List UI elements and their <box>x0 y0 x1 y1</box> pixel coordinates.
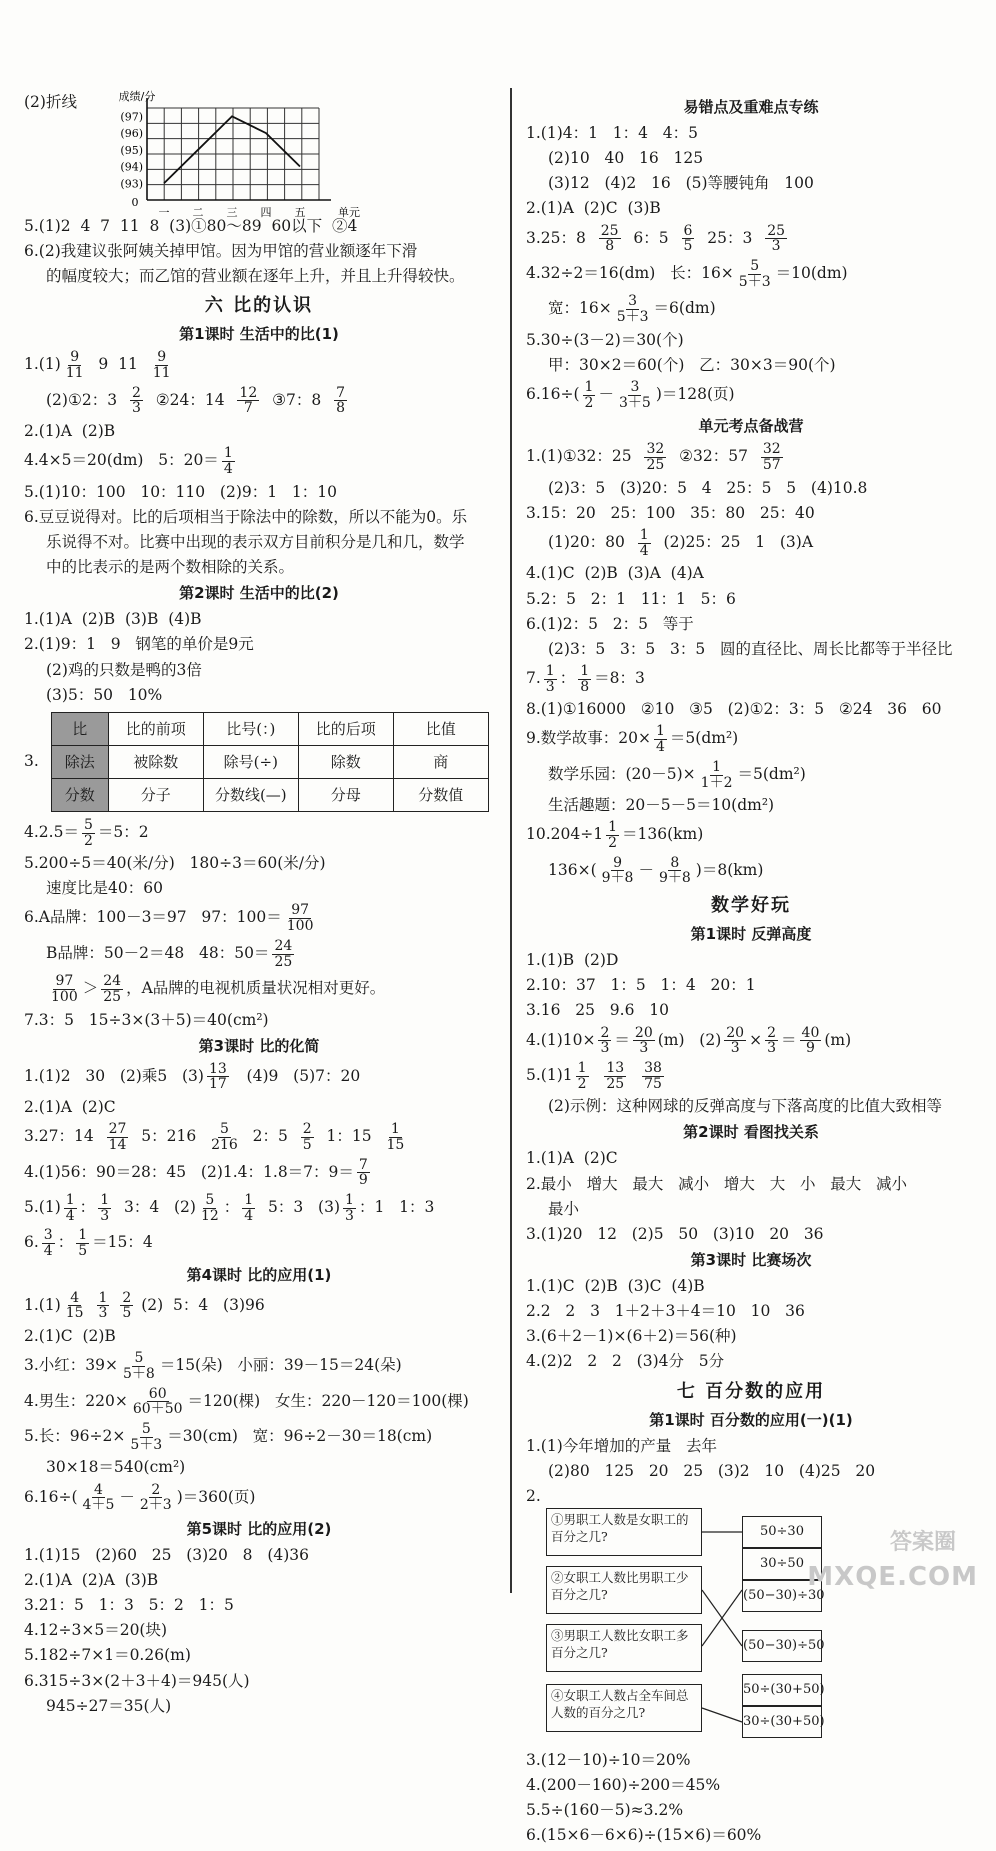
text-line: 5.182÷7×1＝0.26(m) <box>24 1646 191 1665</box>
text-line: 2.(1)A (2)A (3)B <box>24 1571 159 1590</box>
x-axis-label: 单元 <box>337 206 360 219</box>
question-number: 3. <box>24 752 39 771</box>
section-title: 单元考点备战营 <box>698 417 804 436</box>
text-line: 4.(2)2 2 2 (3)4分 5分 <box>526 1352 725 1371</box>
text-line: 1.(1)今年增加的产量 去年 <box>526 1436 718 1455</box>
fraction: $\frac{3}{3+5}$ <box>618 378 651 411</box>
fraction: $\frac{6}{5}$ <box>683 222 693 255</box>
y-axis-label: 成绩/分 <box>118 90 156 103</box>
fraction: $\frac{1}{4}$ <box>656 723 665 756</box>
table-cell: 分数值 <box>393 778 488 811</box>
fraction: $\frac{4}{15}$ <box>65 1289 84 1322</box>
text-line: 1.(1)A (2)C <box>526 1149 618 1168</box>
text-line: 5.200÷5＝40(米/分) 180÷3＝60(米/分) <box>24 854 326 873</box>
lesson-title: 第3课时 比的化简 <box>198 1036 320 1055</box>
text-line: 7.3：5 15÷3×(3＋5)＝40(cm²) <box>24 1010 269 1029</box>
text-line: (2)①2：3 $\frac{2}{3}$ ②24：14 $\frac{12}{7}$ ③7：8 $\frac{7}{8}$ <box>46 384 345 417</box>
text-line: 4.(1)56：90＝28：45 (2)1.4：1.8＝7：9＝ $\frac{7}{9}$ <box>24 1156 368 1189</box>
table-cell: 比的前项 <box>108 712 203 745</box>
text-line: 3.15：20 25：100 35：80 25：40 <box>526 503 815 522</box>
text-line: (2)示例：这种网球的反弹高度与下落高度的比值大致相等 <box>548 1097 942 1116</box>
text-line: 3.27：14 $\frac{27}{14}$ 5：216 $\frac{5}{216}$ 2：5 $\frac{2}{5}$ 1：15 $\frac{1}{15}$ <box>24 1121 405 1153</box>
text-line: 5.2：5 2：1 11：1 5：6 <box>526 589 736 608</box>
text-line: 3.16 25 9.6 10 <box>526 1001 669 1020</box>
ratio-table <box>51 712 489 812</box>
text-line: 最小 <box>548 1199 580 1218</box>
match-left-box: ④女职工人数占全车间总人数的百分之几? <box>546 1684 702 1732</box>
text-line: 3.小红：39× $\frac{5}{5+8}$ ＝15(朵) 小丽：39－15＝24(朵) <box>24 1350 402 1382</box>
match-right-box: 50÷30 <box>742 1516 822 1548</box>
fraction: $\frac{60}{60+50}$ <box>132 1385 183 1418</box>
y-tick-label: (93) <box>120 177 143 191</box>
text-line: 30×18＝540(cm²) <box>46 1458 186 1477</box>
text-line: 生活趣题：20－5－5＝10(dm²) <box>548 796 775 815</box>
text-line: 10.204÷1 $\frac{1}{2}$ ＝136(km) <box>526 819 704 852</box>
text-line: 6.A品牌：100－3＝97 97：100＝ $\frac{97}{100}$ <box>24 902 314 935</box>
text-line: 9.数学故事：20× $\frac{1}{4}$ ＝5(dm²) <box>526 723 739 756</box>
fraction: $\frac{2}{2+3}$ <box>139 1481 172 1514</box>
chapter-title: 六 比的认识 <box>204 295 314 317</box>
text-line: 2.(1)A (2)C (3)B <box>526 199 661 218</box>
text-line: 1.(1)15 (2)60 25 (3)20 8 (4)36 <box>24 1545 309 1564</box>
fraction: $\frac{5}{5+3}$ <box>130 1421 163 1453</box>
fraction: $\frac{24}{25}$ <box>274 937 293 970</box>
fraction: $\frac{9}{9+8}$ <box>601 854 634 887</box>
text-line: 7. $\frac{1}{3}$ ： $\frac{1}{8}$ ＝8：3 <box>526 662 645 695</box>
text-line: 3.(12－10)÷10＝20% <box>526 1750 691 1769</box>
text-line: 6.(2)我建议张阿姨关掉甲馆。因为甲馆的营业额逐年下滑 <box>24 242 418 261</box>
y-tick-label: (95) <box>120 143 143 157</box>
text-line: (3)5：50 10% <box>46 685 163 704</box>
section-title: 易错点及重难点专练 <box>683 98 819 116</box>
x-tick-label: 一 <box>158 206 170 219</box>
y-tick-label: (97) <box>120 110 143 124</box>
fraction: $\frac{5}{12}$ <box>200 1192 219 1224</box>
text-line: 5.5÷(160－5)≈3.2% <box>526 1801 684 1820</box>
text-line: 4.4×5＝20(dm) 5：20＝ $\frac{1}{4}$ <box>24 445 233 477</box>
text-line: 4.(1)10× $\frac{2}{3}$ ＝ $\frac{20}{3}$ (m) (2) $\frac{20}{3}$ × $\frac{2}{3}$ ＝ $\frac{40}{9}$ (m) <box>526 1024 852 1057</box>
fraction: $\frac{1}{1+2}$ <box>700 758 733 791</box>
text-line: 4.(1)C (2)B (3)A (4)A <box>526 564 704 583</box>
fraction: $\frac{2}{5}$ <box>302 1121 312 1153</box>
text-line: (2)鸡的只数是鸭的3倍 <box>46 660 202 679</box>
fraction: $\frac{38}{75}$ <box>644 1059 662 1092</box>
fraction: $\frac{3}{5+3}$ <box>616 293 649 325</box>
left-column <box>24 92 494 1721</box>
fraction: $\frac{97}{100}$ <box>286 902 314 935</box>
text-line: 3.21：5 1：3 5：2 1：5 <box>24 1596 234 1615</box>
table-cell: 除数 <box>298 745 393 778</box>
fraction: $\frac{1}{2}$ <box>584 378 594 411</box>
table-cell: 分子 <box>108 778 203 811</box>
text-line: 1.(1)B (2)D <box>526 951 619 970</box>
text-line: 4.(200－160)÷200＝45% <box>526 1776 721 1795</box>
fraction: $\frac{40}{9}$ <box>801 1024 820 1057</box>
fraction: $\frac{1}{3}$ <box>345 1192 354 1224</box>
x-tick-label: 五 <box>294 206 306 219</box>
fraction: $\frac{2}{3}$ <box>131 384 141 417</box>
lesson-title: 第1课时 生活中的比(1) <box>179 325 339 344</box>
text-line: 4.32÷2＝16(dm) 长：16× $\frac{5}{5+3}$ ＝10(dm) <box>526 257 848 290</box>
fraction: $\frac{25}{8}$ <box>600 222 619 255</box>
text-line: (2)80 125 20 25 (3)2 10 (4)25 20 <box>548 1461 876 1480</box>
text-line: 甲：30×2＝60(个) 乙：30×3＝90(个) <box>548 355 836 374</box>
table-cell: 商 <box>393 745 488 778</box>
fraction: $\frac{1}{2}$ <box>577 1059 587 1092</box>
text-line: (2)3：5 3：5 3：5 圆的直径比、周长比都等于半径比 <box>548 639 953 658</box>
match-right-box: 30÷(30+50) <box>742 1706 822 1738</box>
ratio-table-block <box>24 710 494 818</box>
fraction: $\frac{9}{11}$ <box>65 349 84 382</box>
series-line <box>164 116 300 183</box>
origin-label: 0 <box>131 196 139 209</box>
y-tick-label: (96) <box>120 127 143 141</box>
fraction: $\frac{1}{2}$ <box>608 819 618 852</box>
text-line: 2.最小 增大 最大 减小 增大 大 小 最大 减小 <box>526 1174 908 1193</box>
table-cell: 比 <box>51 712 108 745</box>
text-line: 5.(1) $\frac{1}{4}$ ： $\frac{1}{3}$ 3：4 (2) $\frac{5}{12}$ ： $\frac{1}{4}$ 5：3 (3) $\frac{1}{3}$ ：1 1：3 <box>24 1192 435 1224</box>
text-line: (2)3：5 (3)20：5 4 25：5 5 (4)10.8 <box>548 478 868 497</box>
fraction: $\frac{9}{11}$ <box>152 349 171 382</box>
lesson-title: 第2课时 看图找关系 <box>683 1123 819 1142</box>
text-line: 2.(1)A (2)C <box>24 1098 116 1117</box>
match-right-box: (50−30)÷30 <box>742 1580 822 1612</box>
fraction: $\frac{1}{4}$ <box>65 1192 75 1224</box>
table-cell: 分母 <box>298 778 393 811</box>
text-line: $\frac{97}{100}$ ＞ $\frac{24}{25}$ ，A品牌的电视机质量状况相对更好。 <box>51 973 386 1005</box>
text-line: 3.(1)20 12 (2)5 50 (3)10 20 36 <box>526 1224 824 1243</box>
x-tick-label: 三 <box>226 206 238 219</box>
fraction: $\frac{20}{3}$ <box>726 1024 745 1057</box>
fraction: $\frac{4}{4+5}$ <box>82 1481 115 1514</box>
table-cell: 分数线(—) <box>203 778 298 811</box>
text-line: 中的比表示的是两个数相除的关系。 <box>46 558 295 577</box>
fraction: $\frac{1}{3}$ <box>100 1192 110 1224</box>
text-line: 3.(6＋2－1)×(6＋2)＝56(种) <box>526 1327 737 1346</box>
chapter-title: 七 百分数的应用 <box>676 1380 826 1402</box>
fraction: $\frac{5}{5+3}$ <box>738 257 771 290</box>
fraction: $\frac{7}{8}$ <box>336 384 345 417</box>
fraction: $\frac{1}{3}$ <box>98 1289 108 1322</box>
fraction: $\frac{24}{25}$ <box>103 973 122 1005</box>
text-line: 4.男生：220× $\frac{60}{60+50}$ ＝120(棵) 女生：220－120＝100(棵) <box>24 1385 469 1418</box>
match-left-box: ①男职工人数是女职工的百分之几? <box>546 1508 702 1556</box>
fraction: $\frac{97}{100}$ <box>51 973 78 1005</box>
fraction: $\frac{1}{4}$ <box>244 1192 254 1224</box>
text-line: (2)10 40 16 125 <box>548 149 704 168</box>
y-tick-label: (94) <box>120 160 143 174</box>
fraction: $\frac{7}{9}$ <box>358 1156 368 1189</box>
text-line: 5.(1)1 $\frac{1}{2}$ $\frac{13}{25}$ $\frac{38}{75}$ <box>526 1059 662 1092</box>
text-line: 8.(1)①16000 ②10 ③5 (2)①2：3：5 ②24 36 60 <box>526 700 942 719</box>
table-cell: 分数 <box>51 778 108 811</box>
table-cell: 比号(：) <box>203 712 298 745</box>
text-line: 5.(1)10：100 10：110 (2)9：1 1：10 <box>24 482 337 501</box>
text-line: 136×( $\frac{9}{9+8}$ － $\frac{8}{9+8}$ )＝8(km) <box>548 854 764 887</box>
question-number: 2. <box>526 1486 541 1505</box>
fraction: $\frac{2}{5}$ <box>122 1289 132 1322</box>
text-line: 1.(1)2 30 (2)乘5 (3) $\frac{13}{17}$ (4)9 (5)7：20 <box>24 1060 361 1093</box>
fraction: $\frac{5}{2}$ <box>83 816 93 849</box>
watermark: MXQE.COM <box>807 1562 978 1592</box>
text-line: 1.(1) $\frac{9}{11}$ 9 11 $\frac{9}{11}$ <box>24 349 171 382</box>
text-line: 2.2 2 3 1＋2＋3＋4＝10 10 36 <box>526 1302 805 1321</box>
text-line: 5.30÷(3－2)＝30(个) <box>526 330 684 349</box>
fraction: $\frac{3}{4}$ <box>43 1227 53 1260</box>
fraction: $\frac{2}{3}$ <box>600 1024 610 1057</box>
match-right-box: (50−30)÷50 <box>742 1630 822 1662</box>
table-cell: 除号(÷) <box>203 745 298 778</box>
fraction: $\frac{32}{25}$ <box>646 441 665 474</box>
table-cell: 比值 <box>393 712 488 745</box>
text-line: 1.(1)①32：25 $\frac{32}{25}$ ②32：57 $\frac{32}{57}$ <box>526 441 781 474</box>
text-line: 的幅度较大；而乙馆的营业额在逐年上升，并且上升得较快。 <box>46 267 465 286</box>
x-tick-label: 二 <box>192 206 204 219</box>
match-right-box: 30÷50 <box>742 1548 822 1580</box>
text-line: 6.16÷( $\frac{4}{4+5}$ － $\frac{2}{2+3}$ )＝360(页) <box>24 1481 256 1514</box>
text-line: 1.(1)C (2)B (3)C (4)B <box>526 1276 705 1295</box>
text-line: 2.10：37 1：5 1：4 20：1 <box>526 976 756 995</box>
x-tick-label: 四 <box>260 206 272 219</box>
text-line: (1)20：80 $\frac{1}{4}$ (2)25：25 1 (3)A <box>548 527 814 559</box>
match-right-box: 50÷(30+50) <box>742 1674 822 1706</box>
fraction: $\frac{1}{4}$ <box>639 527 649 559</box>
text-line: 1.(1)A (2)B (3)B (4)B <box>24 610 202 629</box>
text-line: 宽：16× $\frac{3}{5+3}$ ＝6(dm) <box>548 293 716 325</box>
fraction: $\frac{5}{216}$ <box>211 1121 238 1153</box>
text-line: 2.(1)C (2)B <box>24 1327 116 1346</box>
text-line: 2.(1)A (2)B <box>24 422 116 441</box>
fraction: $\frac{1}{3}$ <box>545 662 555 695</box>
text-line: 1.(1)4：1 1：4 4：5 <box>526 124 698 142</box>
table-cell: 比的后项 <box>298 712 393 745</box>
fraction: $\frac{13}{25}$ <box>606 1059 625 1092</box>
text-line: (3)12 (4)2 16 (5)等腰钝角 100 <box>548 174 814 193</box>
text-line: 6.315÷3×(2＋3＋4)＝945(人) <box>24 1671 250 1690</box>
match-left-box: ②女职工人数比男职工少百分之几? <box>546 1566 702 1614</box>
text-line: 5.(1)2 4 7 11 8 (3)①80～89 60以下 ②4 <box>24 217 358 235</box>
fraction: $\frac{1}{4}$ <box>223 445 233 477</box>
match-left-box: ③男职工人数比女职工多百分之几? <box>546 1624 702 1672</box>
text-line: 2.(1)9：1 9 钢笔的单价是9元 <box>24 635 254 654</box>
text-line: 6.16÷( $\frac{1}{2}$ － $\frac{3}{3+5}$ )＝128(页) <box>526 378 735 411</box>
text-line: 数学乐园：(20－5)× $\frac{1}{1+2}$ ＝5(dm²) <box>548 758 806 791</box>
lesson-title: 第5课时 比的应用(2) <box>186 1519 332 1538</box>
table-cell: 被除数 <box>108 745 203 778</box>
lesson-title: 第1课时 反弹高度 <box>690 925 812 944</box>
text-line: 945÷27＝35(人) <box>46 1696 172 1715</box>
fraction: $\frac{13}{17}$ <box>208 1060 227 1093</box>
fraction: $\frac{8}{9+8}$ <box>658 854 691 887</box>
fraction: $\frac{1}{8}$ <box>580 662 590 695</box>
fraction: $\frac{20}{3}$ <box>634 1024 653 1057</box>
table-cell: 除法 <box>51 745 108 778</box>
lesson-title: 第4课时 比的应用(1) <box>186 1265 332 1284</box>
text-line: 速度比是40：60 <box>46 879 163 898</box>
text-line: 6.豆豆说得对。比的后项相当于除法中的除数，所以不能为0。乐 <box>24 507 468 526</box>
text-line: 1.(1) $\frac{4}{15}$ $\frac{1}{3}$ $\frac{2}{5}$ (2) 5：4 (3)96 <box>24 1289 265 1322</box>
chart-block <box>24 90 494 219</box>
line-chart <box>87 88 367 219</box>
matching-diagram <box>546 1508 846 1744</box>
fraction: $\frac{12}{7}$ <box>239 384 258 417</box>
text-line: 3.25：8 $\frac{25}{8}$ 6：5 $\frac{6}{5}$ 25：3 $\frac{25}{3}$ <box>526 222 786 255</box>
text-line: 6.(1)2：5 2：5 等于 <box>526 614 694 633</box>
fraction: $\frac{1}{15}$ <box>386 1121 405 1153</box>
text-line: 4.2.5＝ $\frac{5}{2}$ ＝5：2 <box>24 816 149 849</box>
text-line: 5.长：96÷2× $\frac{5}{5+3}$ ＝30(cm) 宽：96÷2－30＝18(cm) <box>24 1421 433 1453</box>
fraction: $\frac{27}{14}$ <box>108 1121 127 1153</box>
text-line: 乐说得不对。比赛中出现的表示双方目前积分是几和几，数学 <box>46 532 465 551</box>
lesson-title: 第2课时 生活中的比(2) <box>179 584 339 603</box>
text-line: (2)折线 <box>24 93 77 111</box>
chapter-title: 数学好玩 <box>711 895 791 917</box>
lesson-title: 第1课时 百分数的应用(一)(1) <box>649 1410 853 1429</box>
fraction: $\frac{25}{3}$ <box>767 222 786 255</box>
fraction: $\frac{5}{5+8}$ <box>123 1350 155 1382</box>
text-line: 6. $\frac{3}{4}$ ： $\frac{1}{5}$ ＝15：4 <box>24 1227 153 1260</box>
column-divider <box>510 88 512 1593</box>
watermark-logo: 答案圈 <box>889 1530 956 1555</box>
fraction: $\frac{32}{57}$ <box>762 441 781 474</box>
fraction: $\frac{1}{5}$ <box>78 1227 88 1260</box>
fraction: $\frac{2}{3}$ <box>767 1024 777 1057</box>
lesson-title: 第3课时 比赛场次 <box>690 1250 812 1269</box>
text-line: 4.12÷3×5＝20(块) <box>24 1621 168 1640</box>
text-line: B品牌：50－2＝48 48：50＝ $\frac{24}{25}$ <box>46 937 293 970</box>
text-line: 6.(15×6－6×6)÷(15×6)＝60% <box>526 1826 762 1845</box>
